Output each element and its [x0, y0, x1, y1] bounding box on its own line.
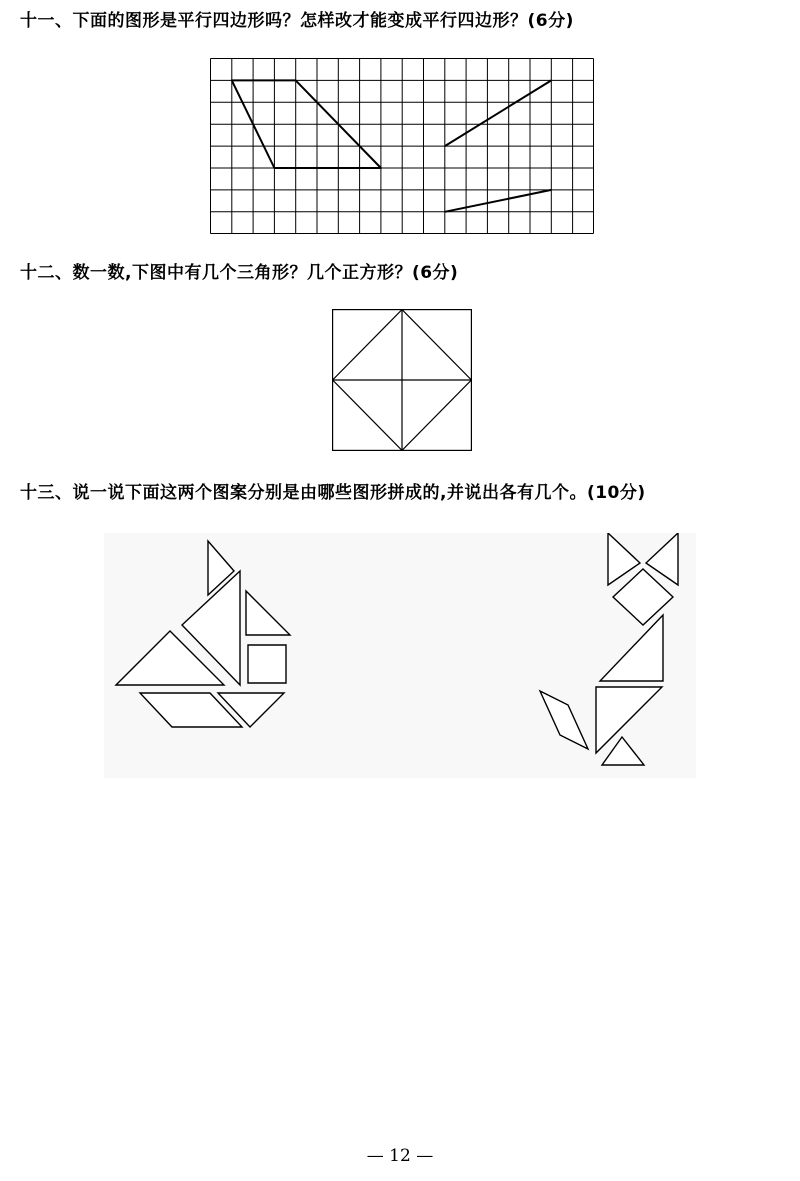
triangle-square-figure	[332, 309, 472, 451]
tangram-figure	[100, 533, 700, 778]
grid-lines	[211, 59, 594, 234]
question-13-text: 十三、说一说下面这两个图案分别是由哪些图形拼成的,并说出各有几个。(10分)	[20, 483, 646, 503]
grid-figure	[210, 58, 594, 234]
segment-lower	[445, 190, 552, 212]
segment-upper	[445, 80, 552, 146]
page-number: — 12 —	[366, 1146, 434, 1166]
sailboat-square	[248, 645, 286, 683]
question-12-text: 十二、数一数,下图中有几个三角形？几个正方形？(6分)	[20, 263, 459, 283]
question-11-text: 十一、下面的图形是平行四边形吗？怎样改才能变成平行四边形？(6分)	[20, 11, 574, 31]
